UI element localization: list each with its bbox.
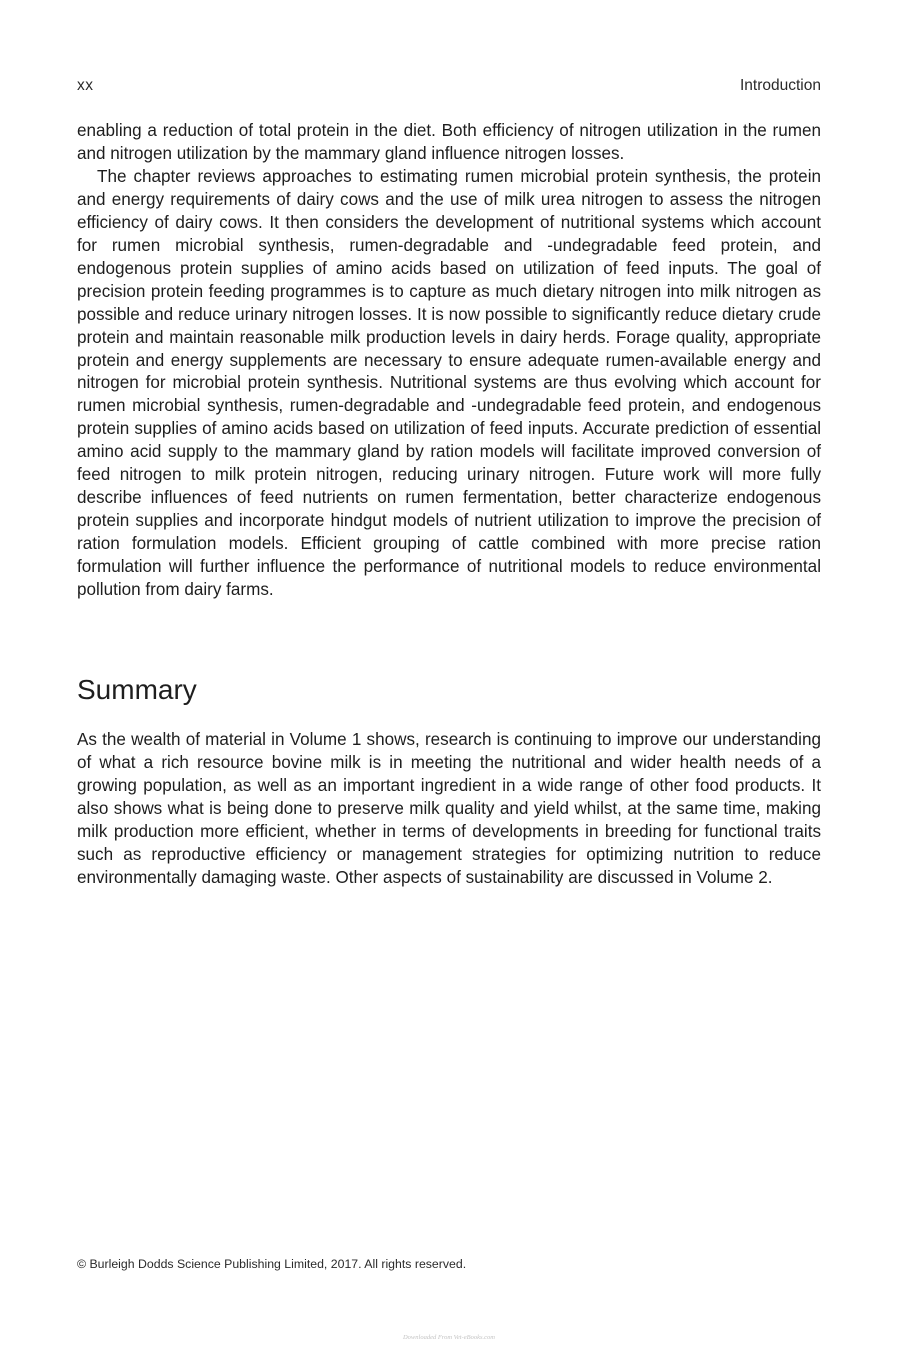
running-header <box>77 77 821 99</box>
copyright-footer: © Burleigh Dodds Science Publishing Limited, 2017. All rights reserved. <box>77 1257 467 1271</box>
chapter-title: Introduction <box>740 77 821 94</box>
body-text <box>77 120 821 602</box>
summary-section <box>77 729 821 890</box>
download-watermark: Downloaded From Vet-eBooks.com <box>402 1334 495 1341</box>
paragraph-continuation: enabling a reduction of total protein in the diet. Both efficiency of nitrogen utilization in the rumen and nitrogen utilization by the mammary gland influence nitrogen losses. <box>77 121 821 163</box>
page-number: xx <box>77 77 94 94</box>
paragraph-chapter-review: The chapter reviews approaches to estimating rumen microbial protein synthesis, the protein and energy requirements of dairy cows and the use of milk urea nitrogen to assess the nitrogen efficiency of dairy cows. It then considers the development of nutritional systems which account for rumen microbial synthesis, rumen-degradable and -undegradable feed protein, and endogenous protein supplies of amino acids based on utilization of feed inputs. The goal of precision protein feeding programmes is to capture as much dietary nitrogen into milk nitrogen as possible and reduce urinary nitrogen losses. It is now possible to significantly reduce dietary crude protein and maintain reasonable milk production levels in dairy herds. Forage quality, appropriate protein and energy supplements are necessary to ensure adequate rumen-available energy and nitrogen for microbial protein synthesis. Nutritional systems are thus evolving which account for rumen microbial synthesis, rumen-degradable and -undegradable feed protein, and endogenous protein supplies of amino acids based on utilization of feed inputs. Accurate prediction of essential amino acid supply to the mammary gland by ration models will facilitate improved conversion of feed nitrogen to milk protein nitrogen, reducing urinary nitrogen. Future work will more fully describe influences of feed nutrients on rumen fermentation, better characterize endogenous protein supplies and incorporate hindgut models of nutrient utilization to improve the precision of ration formulation models. Efficient grouping of cattle combined with more precise ration formulation will further influence the performance of nutritional models to reduce environmental pollution from dairy farms. <box>77 166 821 600</box>
summary-paragraph: As the wealth of material in Volume 1 shows, research is continuing to improve our understanding of what a rich resource bovine milk is in meeting the nutritional and wider health needs of a growing population, as well as an important ingredient in a wide range of other food products. It also shows what is being done to preserve milk quality and yield whilst, at the same time, making milk production more efficient, whether in terms of developments in breeding for functional traits such as reproductive efficiency or management strategies for optimizing nutrition to reduce environmentally damaging waste. Other aspects of sustainability are discussed in Volume 2. <box>77 730 821 887</box>
summary-heading: Summary <box>77 674 197 705</box>
